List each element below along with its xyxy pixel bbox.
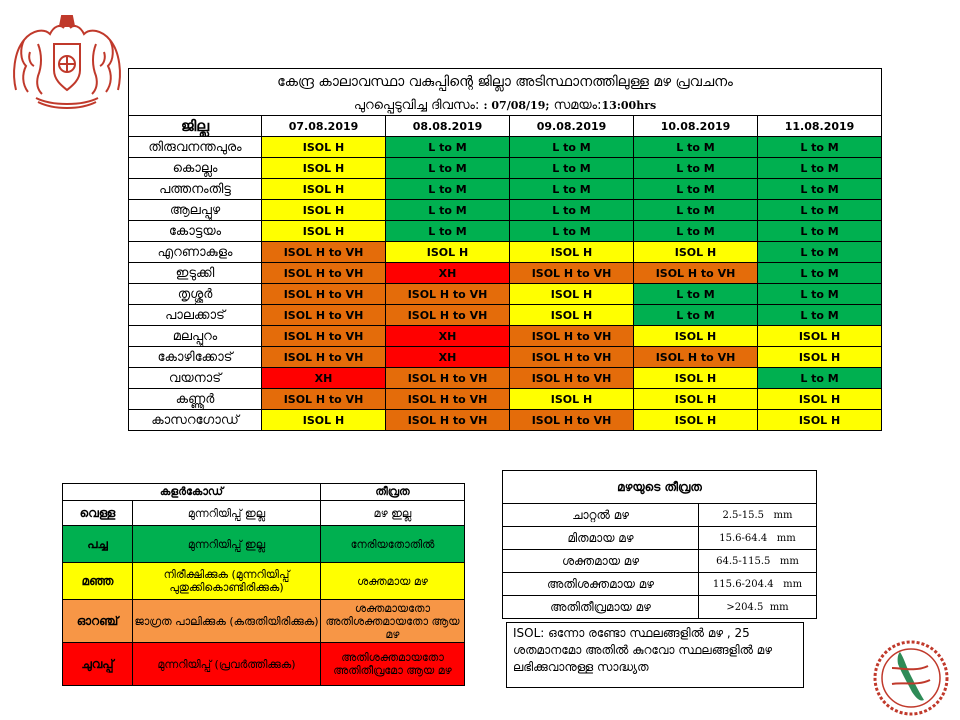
forecast-cell: ISOL H <box>510 305 634 326</box>
forecast-cell: ISOL H <box>262 410 386 431</box>
legend-intensity: നേരിയതോതിൽ <box>321 526 465 563</box>
rain-category-label: ശക്തമായ മഴ <box>503 550 699 573</box>
legend-intensity: അതിശക്തമായതോ അതിതീവ്രമോ ആയ മഴ <box>321 643 465 686</box>
forecast-cell: ISOL H to VH <box>510 347 634 368</box>
rain-category-label: അതിതീവ്രമായ മഴ <box>503 596 699 619</box>
forecast-cell: ISOL H to VH <box>510 263 634 284</box>
color-code-legend <box>62 483 465 686</box>
time-label: സമയം: <box>553 97 602 113</box>
forecast-cell: ISOL H <box>634 242 758 263</box>
legend-meaning: മുന്നറിയിപ്പ് (പ്രവർത്തിക്കുക) <box>133 643 321 686</box>
legend-row <box>63 563 465 600</box>
forecast-row <box>129 284 882 305</box>
district-name: മലപ്പുറം <box>129 326 262 347</box>
rain-amount-range: 15.6-64.4 mm <box>699 527 817 550</box>
forecast-cell: ISOL H <box>758 389 882 410</box>
legend-color-name: വെള്ള <box>63 501 133 526</box>
legend-intensity: ശക്തമായതോ അതിശക്തമായതോ ആയ മഴ <box>321 600 465 643</box>
forecast-cell: L to M <box>758 368 882 389</box>
date-column-header: 08.08.2019 <box>386 116 510 137</box>
forecast-cell: ISOL H <box>262 158 386 179</box>
date-column-header: 07.08.2019 <box>262 116 386 137</box>
forecast-cell: ISOL H to VH <box>262 305 386 326</box>
rain-amount-range: >204.5 mm <box>699 596 817 619</box>
forecast-cell: L to M <box>758 242 882 263</box>
district-column-header: ജില്ല <box>129 116 262 137</box>
rain-amount-range: 64.5-115.5 mm <box>699 550 817 573</box>
forecast-cell: ISOL H <box>634 368 758 389</box>
issued-date: : 07/08/19; <box>483 98 550 112</box>
forecast-cell: L to M <box>634 200 758 221</box>
isol-definition-note: ISOL: ഒന്നോ രണ്ടോ സ്ഥലങ്ങളിൽ മഴ , 25 ശതമാനമോ അതിൽ കുറവോ സ്ഥലങ്ങളിൽ മഴ ലഭിക്കുവാനുള്ള സാദ്ധ്യത <box>506 622 804 688</box>
forecast-cell: ISOL H to VH <box>634 347 758 368</box>
forecast-cell: ISOL H to VH <box>262 347 386 368</box>
forecast-cell: L to M <box>510 158 634 179</box>
rain-intensity-header: മഴയുടെ തീവ്രത <box>503 471 817 504</box>
forecast-cell: ISOL H to VH <box>386 389 510 410</box>
forecast-cell: ISOL H <box>634 326 758 347</box>
legend-intensity: ശക്തമായ മഴ <box>321 563 465 600</box>
forecast-cell: ISOL H <box>510 242 634 263</box>
forecast-row <box>129 137 882 158</box>
forecast-cell: L to M <box>634 137 758 158</box>
forecast-header-row <box>129 116 882 137</box>
forecast-cell: ISOL H to VH <box>386 284 510 305</box>
forecast-cell: ISOL H <box>262 179 386 200</box>
forecast-cell: XH <box>262 368 386 389</box>
legend-intensity-header: തീവ്രത <box>321 484 465 501</box>
forecast-cell: L to M <box>510 137 634 158</box>
district-name: ഇടുക്കി <box>129 263 262 284</box>
forecast-cell: L to M <box>758 284 882 305</box>
forecast-cell: ISOL H <box>634 410 758 431</box>
forecast-cell: ISOL H to VH <box>262 326 386 347</box>
forecast-cell: ISOL H <box>510 389 634 410</box>
forecast-cell: ISOL H to VH <box>262 263 386 284</box>
forecast-cell: XH <box>386 347 510 368</box>
forecast-cell: ISOL H to VH <box>634 263 758 284</box>
forecast-cell: L to M <box>510 200 634 221</box>
forecast-cell: ISOL H to VH <box>386 305 510 326</box>
legend-color-name: ഓറഞ്ച് <box>63 600 133 643</box>
forecast-cell: L to M <box>386 200 510 221</box>
forecast-cell: ISOL H <box>758 326 882 347</box>
issued-label: പുറപ്പെടുവിച്ച ദിവസം: <box>353 97 480 113</box>
rain-intensity-row <box>503 504 817 527</box>
forecast-cell: ISOL H <box>262 137 386 158</box>
legend-meaning: മുന്നറിയിപ്പ് ഇല്ല <box>133 501 321 526</box>
district-name: പാലക്കാട് <box>129 305 262 326</box>
issue-info <box>129 95 882 116</box>
legend-intensity: മഴ ഇല്ല <box>321 501 465 526</box>
forecast-row <box>129 368 882 389</box>
district-name: കാസറഗോഡ് <box>129 410 262 431</box>
rain-category-label: ചാറ്റൽ മഴ <box>503 504 699 527</box>
rain-intensity-row <box>503 573 817 596</box>
legend-row <box>63 501 465 526</box>
rain-amount-range: 115.6-204.4 mm <box>699 573 817 596</box>
legend-meaning: ജാഗ്രത പാലിക്കുക (കരുതിയിരിക്കുക) <box>133 600 321 643</box>
forecast-table <box>128 68 882 431</box>
legend-meaning: നിരീക്ഷിക്കുക (മുന്നറിയിപ്പ് പുതുക്കികൊണ്ടിരിക്കുക) <box>133 563 321 600</box>
rain-intensity-table <box>502 470 817 619</box>
forecast-cell: L to M <box>758 221 882 242</box>
forecast-cell: L to M <box>758 158 882 179</box>
district-name: കൊല്ലം <box>129 158 262 179</box>
forecast-cell: L to M <box>634 284 758 305</box>
legend-row <box>63 600 465 643</box>
forecast-cell: L to M <box>758 179 882 200</box>
legend-color-name: ചുവപ്പ് <box>63 643 133 686</box>
forecast-cell: ISOL H to VH <box>510 368 634 389</box>
date-column-header: 10.08.2019 <box>634 116 758 137</box>
kerala-map-logo-icon <box>870 638 952 718</box>
legend-meaning: മുന്നറിയിപ്പ് ഇല്ല <box>133 526 321 563</box>
forecast-cell: L to M <box>758 305 882 326</box>
district-name: കോട്ടയം <box>129 221 262 242</box>
forecast-row <box>129 326 882 347</box>
forecast-row <box>129 305 882 326</box>
district-name: പത്തനംതിട്ട <box>129 179 262 200</box>
district-name: ആലപ്പുഴ <box>129 200 262 221</box>
forecast-cell: L to M <box>758 137 882 158</box>
forecast-cell: ISOL H to VH <box>386 368 510 389</box>
forecast-cell: L to M <box>386 137 510 158</box>
district-name: വയനാട് <box>129 368 262 389</box>
legend-color-header: കളർകോഡ് <box>63 484 321 501</box>
forecast-row <box>129 347 882 368</box>
district-name: തിരുവനന്തപുരം <box>129 137 262 158</box>
legend-color-name: പച്ച <box>63 526 133 563</box>
forecast-cell: ISOL H <box>758 410 882 431</box>
legend-row <box>63 643 465 686</box>
forecast-cell: ISOL H <box>386 242 510 263</box>
forecast-title: കേന്ദ്ര കാലാവസ്ഥാ വകുപ്പിന്റെ ജില്ലാ അടിസ്ഥാനത്തിലുള്ള മഴ പ്രവചനം <box>129 69 882 96</box>
forecast-cell: ISOL H to VH <box>262 389 386 410</box>
forecast-cell: L to M <box>758 263 882 284</box>
legend-row <box>63 526 465 563</box>
forecast-row <box>129 410 882 431</box>
forecast-cell: L to M <box>634 158 758 179</box>
forecast-cell: ISOL H <box>262 221 386 242</box>
rain-intensity-row <box>503 527 817 550</box>
rain-intensity-row <box>503 596 817 619</box>
forecast-cell: XH <box>386 326 510 347</box>
forecast-cell: ISOL H <box>758 347 882 368</box>
forecast-cell: ISOL H to VH <box>262 242 386 263</box>
time-value: 13:00hrs <box>601 98 657 112</box>
legend-color-name: മഞ്ഞ <box>63 563 133 600</box>
forecast-cell: ISOL H to VH <box>510 326 634 347</box>
forecast-cell: L to M <box>510 179 634 200</box>
rain-amount-range: 2.5-15.5 mm <box>699 504 817 527</box>
forecast-cell: L to M <box>758 200 882 221</box>
district-name: കണ്ണൂർ <box>129 389 262 410</box>
date-column-header: 11.08.2019 <box>758 116 882 137</box>
forecast-row <box>129 389 882 410</box>
forecast-cell: ISOL H <box>634 389 758 410</box>
forecast-row <box>129 263 882 284</box>
forecast-row <box>129 200 882 221</box>
forecast-cell: L to M <box>634 305 758 326</box>
forecast-cell: ISOL H to VH <box>510 410 634 431</box>
rain-category-label: അതിശക്തമായ മഴ <box>503 573 699 596</box>
forecast-cell: L to M <box>386 179 510 200</box>
district-name: എറണാകുളം <box>129 242 262 263</box>
forecast-row <box>129 179 882 200</box>
forecast-row <box>129 158 882 179</box>
date-column-header: 09.08.2019 <box>510 116 634 137</box>
district-name: കോഴിക്കോട് <box>129 347 262 368</box>
forecast-row <box>129 221 882 242</box>
forecast-cell: L to M <box>386 221 510 242</box>
forecast-cell: L to M <box>386 158 510 179</box>
forecast-cell: L to M <box>510 221 634 242</box>
forecast-row <box>129 242 882 263</box>
forecast-cell: ISOL H to VH <box>386 410 510 431</box>
forecast-cell: L to M <box>634 179 758 200</box>
rain-intensity-row <box>503 550 817 573</box>
rain-category-label: മിതമായ മഴ <box>503 527 699 550</box>
forecast-cell: L to M <box>634 221 758 242</box>
forecast-cell: ISOL H <box>510 284 634 305</box>
forecast-cell: ISOL H to VH <box>262 284 386 305</box>
forecast-cell: ISOL H <box>262 200 386 221</box>
kerala-state-emblem-icon <box>8 4 126 112</box>
forecast-cell: XH <box>386 263 510 284</box>
district-name: തൃശ്ശൂർ <box>129 284 262 305</box>
